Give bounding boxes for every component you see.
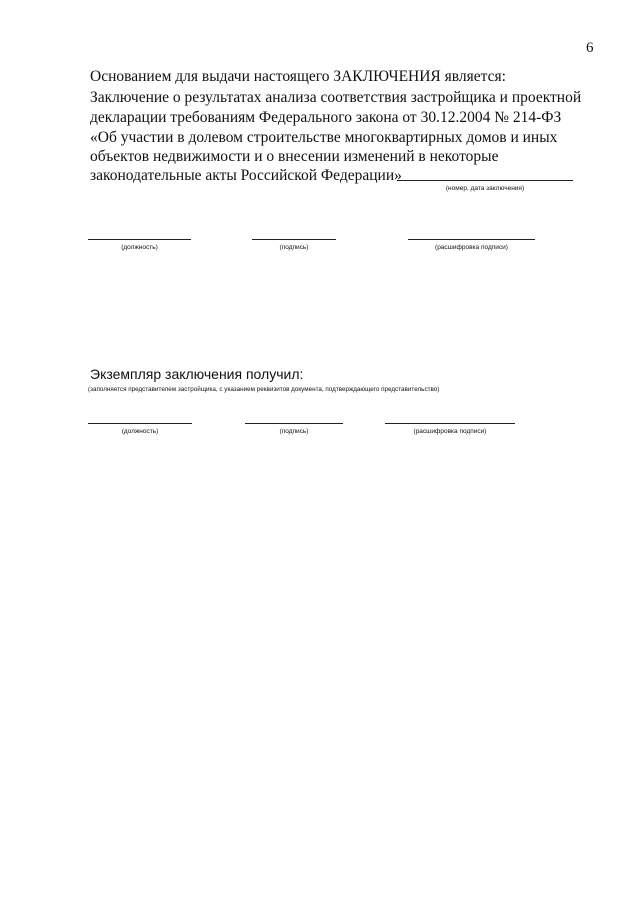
position-line-1 (88, 239, 191, 240)
basis-line-3: декларации требованиям Федерального закона от 30.12.2004 № 214-ФЗ (90, 109, 562, 126)
basis-line-6: законодательные акты Российской Федерации» (90, 167, 402, 184)
number-date-fill-line (397, 180, 573, 181)
position-caption-1: (должность) (121, 244, 158, 251)
position-caption-2: (должность) (121, 428, 159, 435)
basis-line-5: объектов недвижимости и о внесении изменений в некоторые (90, 148, 499, 165)
basis-line-1: Основанием для выдачи настоящего ЗАКЛЮЧЕНИЯ является: (90, 68, 506, 85)
position-line-2 (88, 423, 192, 424)
number-date-caption: (номер, дата заключения) (445, 185, 525, 192)
page-number: 6 (586, 40, 594, 56)
decoding-line-2 (385, 423, 515, 424)
signature-caption-1: (подпись) (279, 244, 309, 251)
basis-line-4: «Об участии в долевом строительстве многоквартирных домов и иных (90, 129, 558, 146)
decoding-caption-2: (расшифровка подписи) (413, 428, 487, 435)
signature-caption-2: (подпись) (279, 428, 309, 435)
basis-line-2: Заключение о результатах анализа соответствия застройщика и проектной (90, 89, 582, 106)
receipt-note: (заполняется представителем застройщика, с указанием реквизитов документа, подтверждающего представительство) (88, 386, 440, 393)
decoding-caption-1: (расшифровка подписи) (435, 244, 508, 251)
decoding-line-1 (408, 239, 535, 240)
signature-line-1 (252, 239, 336, 240)
signature-line-2 (245, 423, 343, 424)
receipt-title: Экземпляр заключения получил: (90, 366, 304, 382)
